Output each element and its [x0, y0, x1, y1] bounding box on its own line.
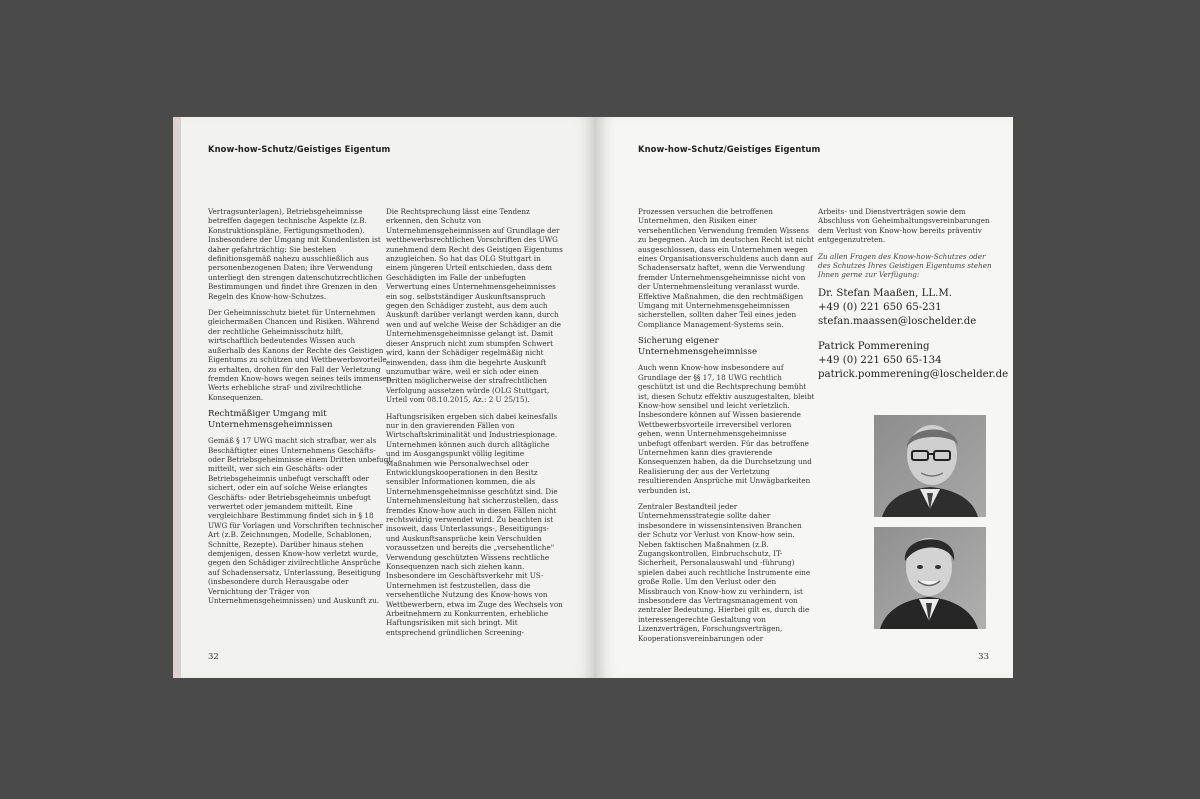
section-heading: Sicherung eigener Unternehmensgeheimnisse	[638, 336, 758, 357]
right-column-1	[638, 207, 816, 650]
portrait-photo-1	[874, 415, 986, 517]
left-column-1	[208, 207, 392, 612]
paragraph: Die Rechtsprechung lässt eine Tendenz erkennen, den Schutz von Unternehmensgeheimnissen auf Grundlage der wettbewerbsrechtlichen Vorschriften des UWG zunehmend dem Recht des Geistigen Eigentums anzugleichen. So hat das OLG Stuttgart in einem jüngeren Urteil entschieden, dass dem Geschädigten im Falle der unbefugten Verwertung eines Unternehmensgeheimnisses ein sog. selbstständiger Auskunftsanspruch gegen den Schädiger zusteht, aus dem auch Auskunft darüber verlangt werden kann, durch wen und auf welche Weise der Schädiger an die Unternehmensgeheimnisse gelangt ist. Damit dieser Anspruch nicht zum stumpfen Schwert wird, kann der Schädiger regelmäßig nicht einwenden, dass ihm die begehrte Auskunft unzumutbar wäre, weil er sich oder einen Dritten möglicherweise der strafrechtlichen Verfolgung aussetzen würde (OLG Stuttgart, Urteil vom 08.10.2015, Az.: 2 U 25/15).	[386, 207, 563, 405]
running-head: Know-how-Schutz/Geistiges Eigentum	[638, 144, 821, 154]
portrait-1-image	[874, 415, 986, 517]
paragraph: Arbeits- und Dienstverträgen sowie dem Abschluss von Geheimhaltungsvereinbarungen dem Verlust von Know-how bereits präventiv entgegenzutreten.	[818, 207, 990, 245]
contact-name: Patrick Pommerening	[818, 340, 930, 352]
portrait-2-image	[874, 527, 986, 629]
contact-card	[818, 340, 1009, 382]
paragraph: Auch wenn Know-how insbesondere auf Grundlage der §§ 17, 18 UWG rechtlich geschützt ist und die Rechtsprechung bemüht ist, diesen Schutz effektiv auszugestalten, bleibt Know-how sensibel und leicht verletzlich. Insbesondere können auf Wissen basierende Wettbewerbsvorteile irreversibel verloren gehen, wenn Unternehmensgeheimnisse unbefugt offenbart werden. Für das betroffene Unternehmen kann dies gravierende Konsequenzen haben, da die Durchsetzung und Realisierung der aus der Verletzung resultierenden Ansprüche mit Unwägbarkeiten verbunden ist.	[638, 363, 815, 495]
contact-card	[818, 287, 994, 329]
right-column-2	[818, 207, 1009, 382]
running-head: Know-how-Schutz/Geistiges Eigentum	[208, 144, 391, 154]
paragraph: Zentraler Bestandteil jeder Unternehmensstrategie sollte daher insbesondere in wissensintensiven Branchen der Schutz vor Verlust von Know-how sein. Neben faktischen Maßnahmen (z.B. Zugangskontrollen, Einbruchschutz, IT-Sicherheit, Personalauswahl und -führung) spielen dabei auch rechtliche Instrumente eine große Rolle. Um den Verlust oder den Missbrauch von Know-how zu verhindern, ist insbesondere das Vertragsmanagement von zentraler Bedeutung. Hierbei gilt es, durch die interessengerechte Gestaltung von Lizenzverträgen, Forschungsverträgen, Kooperationsvereinbarungen oder	[638, 501, 811, 643]
contact-email[interactable]: stefan.maassen@loschelder.de	[818, 315, 977, 327]
paragraph: Gemäß § 17 UWG macht sich strafbar, wer als Beschäftigter eines Unternehmens Geschäfts- oder Betriebsgeheimnisse einem Dritten unbefugt mitteilt, wer sich ein Geschäfts- oder Betriebsgeheimnis unbefugt verschafft oder sichert, oder ein auf solche Weise erlangtes Geschäfts- oder Betriebsgeheimnis unbefugt verwertet oder jemandem mitteilt. Eine vergleichbare Bestimmung findet sich in § 18 UWG für Vorlagen und Vorschriften technischer Art (z.B. Zeichnungen, Modelle, Schablonen, Schnitte, Rezepte). Darüber hinaus stehen demjenigen, dessen Know-how verletzt wurde, gegen den Schädiger zivilrechtliche Ansprüche auf Schadensersatz, Unterlassung, Beseitigung (insbesondere durch Herausgabe oder Vernichtung der Träger von Unternehmensgeheimnissen) und Auskunft zu.	[208, 436, 392, 606]
paragraph: Prozessen versuchen die betroffenen Unternehmen, den Risiken einer versehentlichen Verwendung fremden Wissens zu begegnen. Auch im deutschen Recht ist nicht ausgeschlossen, dass ein Unternehmen wegen eines Organisationsverschuldens auch dann auf Schadensersatz haftet, wenn die Verwendung fremder Unternehmensgeheimnisse nicht von der Unternehmensleitung veranlasst wurde. Effektive Maßnahmen, die den rechtmäßigen Umgang mit Unternehmensgeheimnissen sicherstellen, sollten daher Teil eines jeden Compliance Management-Systems sein.	[638, 207, 815, 329]
contact-intro: Zu allen Fragen des Know-how-Schutzes oder des Schutzes Ihres Geistigen Eigentums stehen Ihnen gerne zur Verfügung:	[818, 251, 992, 280]
portrait-photo-2	[874, 527, 986, 629]
contact-phone[interactable]: +49 (0) 221 650 65-134	[818, 354, 942, 366]
contact-email[interactable]: patrick.pommerening@loschelder.de	[818, 368, 1009, 380]
contact-name: Dr. Stefan Maaßen, LL.M.	[818, 287, 953, 299]
book-spread	[173, 117, 1013, 678]
section-heading: Rechtmäßiger Umgang mit Unternehmensgeheimnissen	[208, 409, 333, 430]
page-number: 32	[208, 652, 219, 662]
paragraph: Der Geheimnisschutz bietet für Unternehmen gleichermaßen Chancen und Risiken. Während der rechtliche Geheimnisschutz hilft, wirtschaftlich bedeutendes Wissen auch außerhalb des Kanons der Rechte des Geistigen Eigentums zu schützen und Wettbewerbsvorteile zu erhalten, drohen für den Fall der Verletzung fremden Know-hows wegen seines teils immensen Werts erhebliche straf- und zivilrechtliche Konsequenzen.	[208, 308, 392, 402]
paragraph: Haftungsrisiken ergeben sich dabei keinesfalls nur in den gravierenden Fällen von Wirtschaftskriminalität und Industriespionage. Unternehmen können auch durch alltägliche und im Ausgangspunkt völlig legitime Maßnahmen wie Personalwechsel oder Entwicklungskooperationen in den Besitz sensibler Informationen kommen, die als Unternehmensgeheimnisse geschützt sind. Die Unternehmensleitung hat sicherzustellen, dass fremdes Know-how auch in diesen Fällen nicht rechtswidrig verwendet wird. Zu beachten ist insoweit, dass Unterlassungs-, Beseitigungs- und Auskunftsansprüche kein Verschulden voraussetzen und bereits die „versehentliche" Verwendung geschützten Wissens rechtliche Konsequenzen nach sich ziehen kann. Insbesondere im Geschäftsverkehr mit US-Unternehmen ist festzustellen, dass die versehentliche Nutzung des Know-hows von Wettbewerbern, etwa im Zuge des Wechsels von Arbeitnehmern zu Konkurrenten, erhebliche Haftungsrisiken mit sich bringt. Mit entsprechend gründlichen Screening-	[386, 411, 563, 637]
left-column-2	[386, 207, 564, 644]
page-number: 33	[978, 652, 989, 662]
left-page	[173, 117, 596, 678]
paragraph: Vertragsunterlagen), Betriebsgeheimnisse betreffen dagegen technische Aspekte (z.B. Konstruktionspläne, Fertigungsmethoden). Insbesondere der Umgang mit Kundenlisten ist daher gefahrträchtig: Sie bestehen definitionsgemäß nahezu ausschließlich aus personenbezogenen Daten; ihre Verwendung unterliegt den strengen datenschutzrechtlichen Bestimmungen und findet ihre Grenzen in den Regeln des Know-how-Schutzes.	[208, 207, 383, 301]
contact-phone[interactable]: +49 (0) 221 650 65-231	[818, 301, 942, 313]
right-page	[596, 117, 1013, 678]
